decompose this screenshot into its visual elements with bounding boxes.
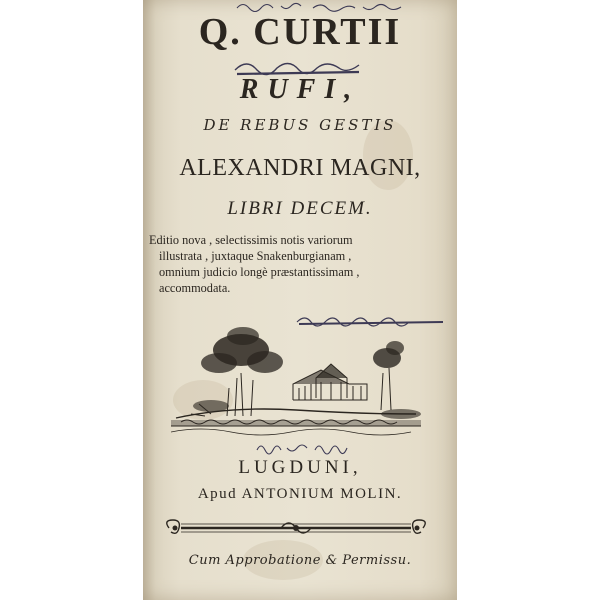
subtitle (143, 116, 457, 134)
edition-description (149, 232, 455, 296)
approval-line (143, 553, 457, 568)
book-title (143, 10, 457, 54)
subject-line (143, 155, 457, 182)
imprint-place (143, 457, 457, 479)
landscape-woodcut-icon (171, 318, 421, 440)
subject-line-text: ALEXANDRI MAGNI, (179, 155, 421, 181)
imprint-publisher (143, 486, 457, 503)
title-page (143, 0, 457, 600)
description-line: accommodata. (159, 281, 231, 295)
description-line: Editio nova , selectissimis notis variorum (149, 233, 353, 247)
book-title-text: Q. CURTII (198, 11, 402, 53)
imprint-place-text: LUGDUNI, (238, 457, 362, 478)
author-line-text: RUFI, (239, 74, 361, 105)
scroll-ornament-icon (161, 516, 431, 540)
handwritten-note-below-vignette (253, 438, 363, 458)
books-line (143, 198, 457, 220)
description-line: omnium judicio longè præstantissimam , (159, 265, 360, 279)
subtitle-text: DE REBUS GESTIS (203, 116, 397, 134)
approval-line-text: Cum Approbatione & Permissu. (188, 553, 412, 568)
description-line: illustrata , juxtaque Snakenburgianam , (159, 249, 352, 263)
author-line (143, 74, 457, 106)
books-line-text: LIBRI DECEM. (227, 198, 373, 219)
imprint-publisher-text: Apud ANTONIUM MOLIN. (197, 486, 403, 502)
